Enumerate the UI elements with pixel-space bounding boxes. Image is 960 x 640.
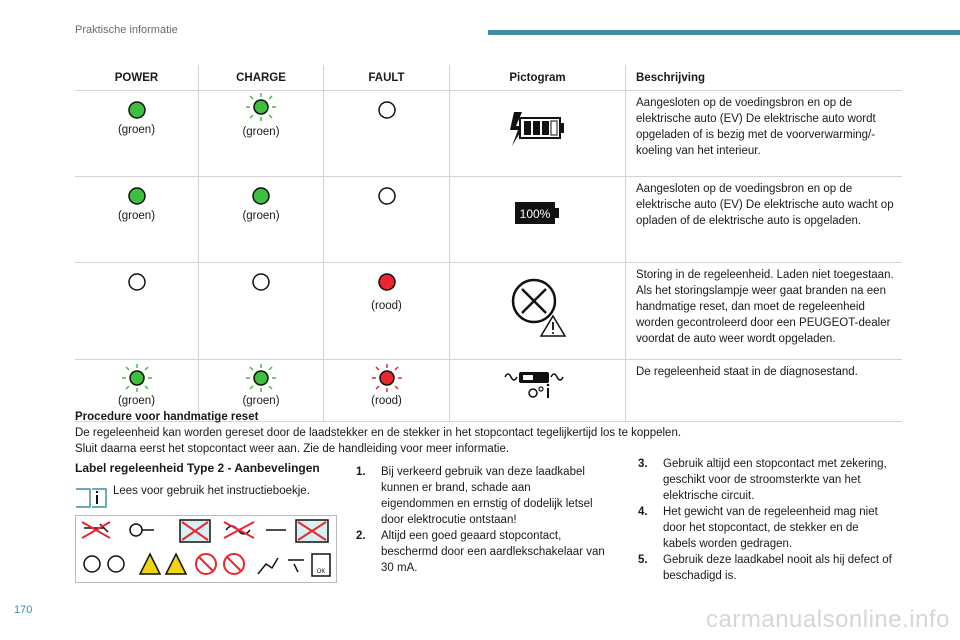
led-off-icon [251,272,271,292]
procedure-line: De regeleenheid kan worden gereset door de laadstekker en de stekker in het stopcontact tegelijkertijd los te koppelen. [75,427,682,439]
table-row [75,91,902,177]
list-item-text: Gebruik deze laadkabel nooit als hij defect of beschadigd is. [663,554,892,582]
fault-cell [324,91,450,177]
pictogram-cell [450,91,626,177]
table-row [75,263,902,360]
led-green-blink-icon [241,363,281,393]
table-header-row [75,65,902,91]
led-off-icon [377,100,397,120]
list-item [638,504,893,552]
instruction-note-text: Lees voor gebruik het instructieboekje. [113,485,310,497]
full-battery-icon [515,200,561,226]
description-cell: Storing in de regeleenheid. Laden niet toegestaan. Als het storingslampje weer gaat branden na een handmatige reset, dan moet de regeleenheid worden gecontroleerd door een PEUGEOT-dealer voordat de auto weer wordt opgeladen. [626,263,903,360]
procedure-block [75,409,935,457]
led-green-blink-icon [117,363,157,393]
sticker-ok-text: OK [316,569,326,575]
list-item-text: Het gewicht van de regeleenheid mag niet door het stopcontact, de stekker en de kabels worden gedragen. [663,506,878,550]
table-row [75,177,902,263]
procedure-title: Procedure voor handmatige reset [75,411,259,423]
power-cell [75,91,199,177]
list-item [356,528,606,576]
led-red-blink-icon [367,363,407,393]
led-label: (groen) [117,395,156,407]
list-item-text: Bij verkeerd gebruik van deze laadkabel kunnen er brand, schade aan eigendommen en ernstig of dodelijk letsel door elektrocutie ontstaan! [381,466,593,526]
fault-cell [324,263,450,360]
recommendations-list-right [638,456,893,584]
charge-cell [199,263,324,360]
charging-battery-icon [508,108,568,148]
led-red-icon [377,272,397,292]
pictogram-cell [450,177,626,263]
header-accent-bar [488,30,960,35]
diagnostic-mode-icon [503,369,573,401]
led-label: (groen) [117,210,156,222]
list-item-text: Gebruik altijd een stopcontact met zekering, geschikt voor de stroomsterkte van het elektrische circuit. [663,458,887,502]
battery-percent-text: 100% [519,207,550,221]
led-green-icon [251,186,271,206]
section-header: Praktische informatie [75,24,178,36]
label-section [75,461,340,575]
led-green-icon [127,186,147,206]
description-cell: De regeleenheid staat in de diagnosestand. [626,360,903,422]
warning-pictograms-icon [76,516,336,582]
charge-cell [199,91,324,177]
led-green-icon [127,100,147,120]
led-off-icon [377,186,397,206]
col-power-header: POWER [75,65,199,91]
power-cell [75,177,199,263]
list-item-text: Altijd een goed geaard stopcontact, beschermd door een aardlekschakelaar van 30 mA. [381,530,605,574]
list-item-number: 1. [356,466,366,478]
led-label: (groen) [242,126,280,138]
power-cell [75,263,199,360]
fault-warning-icon [509,276,567,338]
charge-cell [199,177,324,263]
col-description-header: Beschrijving [626,65,903,91]
led-label: (groen) [242,395,280,407]
col-pictogram-header: Pictogram [450,65,626,91]
manual-info-icon [75,485,107,509]
list-item-number: 5. [638,554,648,566]
recommendations-list-left [356,464,606,576]
label-section-title: Label regeleenheid Type 2 - Aanbevelingen [75,461,320,475]
list-item [638,456,893,504]
page-number: 170 [14,604,33,616]
procedure-line: Sluit daarna eerst het stopcontact weer aan. Zie de handleiding voor meer informatie. [75,443,510,455]
description-cell: Aangesloten op de voedingsbron en op de elektrische auto (EV) De elektrische auto wordt opgeladen of is bezig met de voorverwarming/-koeling van het interieur. [626,91,903,177]
led-off-icon [127,272,147,292]
list-item-number: 2. [356,530,366,542]
status-table [75,65,902,422]
fault-cell [324,177,450,263]
list-item [356,464,606,528]
led-green-blink-icon [241,92,281,122]
list-item-number: 4. [638,506,648,518]
led-label: (groen) [242,210,280,222]
led-label: (rood) [371,395,402,407]
led-label: (groen) [117,124,156,136]
control-unit-label-sticker [75,515,337,583]
list-item [638,552,893,584]
col-fault-header: FAULT [324,65,450,91]
col-charge-header: CHARGE [199,65,324,91]
led-label: (rood) [371,300,402,312]
list-item-number: 3. [638,458,648,470]
watermark: carmanualsonline.info [706,606,950,633]
description-cell: Aangesloten op de voedingsbron en op de elektrische auto (EV) De elektrische auto wacht op opladen of de elektrische auto is opgeladen. [626,177,903,263]
pictogram-cell [450,263,626,360]
